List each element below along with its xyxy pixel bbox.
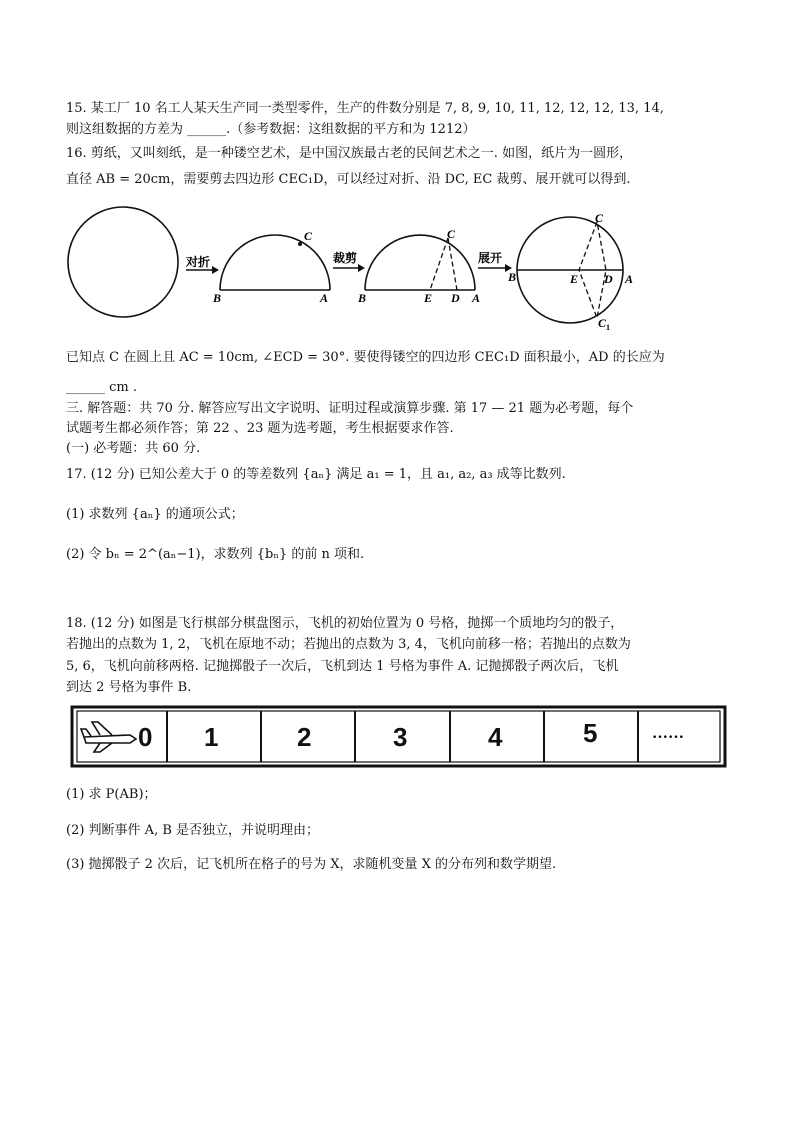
label-C-1: C [304, 229, 313, 243]
q18-part3: (3) 抛掷骰子 2 次后，记飞机所在格子的号为 X，求随机变量 X 的分布列和数学期望. [66, 857, 557, 872]
board-cell-more: ······ [652, 729, 685, 746]
label-C-2: C [447, 227, 456, 241]
label-B-1: B [213, 291, 222, 305]
label-A-2: A [472, 291, 481, 305]
label-C1-sub: 1 [606, 323, 610, 332]
unfolded-circle [507, 211, 633, 332]
step-cut-label: 裁剪 [333, 251, 358, 265]
label-E-2: E [424, 291, 433, 305]
board-cell-0: 0 [138, 722, 153, 752]
label-B-3: B [508, 270, 517, 284]
board-cell-5: 5 [583, 718, 598, 748]
q18-part2: (2) 判断事件 A, B 是否独立，并说明理由； [66, 823, 320, 838]
q17-part1: (1) 求数列 {aₙ} 的通项公式； [66, 507, 244, 522]
q17-part2: (2) 令 bₙ = 2^(aₙ−1)，求数列 {bₙ} 的前 n 项和. [66, 547, 365, 562]
q18-line3: 5, 6，飞机向前移两格. 记抛掷骰子一次后，飞机到达 1 号格为事件 A. 记抛掷骰子两次后，飞机 [66, 659, 619, 674]
board-cell-3: 3 [393, 722, 408, 752]
q18-line1: 18. (12 分) 如图是飞行棋部分棋盘图示，飞机的初始位置为 0 号格，抛掷一个质地均匀的骰子， [66, 616, 624, 631]
label-D-2: D [451, 291, 460, 305]
step-unfold-label: 展开 [478, 251, 503, 265]
airplane-icon [81, 722, 136, 752]
paper-circle [68, 207, 178, 317]
section3-line2: 试题考生都必须作答；第 22 、23 题为选考题，考生根据要求作答. [66, 421, 454, 436]
q15-line1: 15. 某工厂 10 名工人某天生产同一类型零件，生产的件数分别是 7, 8, 9, 10, 11, 12, 12, 12, 13, 14, [66, 101, 664, 116]
label-E-3: E [570, 272, 579, 286]
q18-line2: 若抛出的点数为 1, 2，飞机在原地不动；若抛出的点数为 3, 4，飞机向前移一格；若抛出的点数为 [66, 637, 631, 652]
board-cell-1: 1 [204, 722, 219, 752]
q16-line2: 直径 AB = 20cm，需要剪去四边形 CEC₁D，可以经过对折、沿 DC, EC 裁剪、展开就可以得到. [66, 172, 631, 187]
q16-line4: ______ cm . [66, 380, 138, 395]
board-cell-2: 2 [297, 722, 312, 752]
q16-line1: 16. 剪纸，又叫刻纸，是一种镂空艺术，是中国汉族最古老的民间艺术之一. 如图，纸片为一圆形， [66, 146, 633, 161]
step-fold-label: 对折 [186, 255, 211, 269]
board-cell-4: 4 [488, 722, 503, 752]
label-C-3: C [595, 211, 604, 225]
q18-part1: (1) 求 P(AB)； [66, 787, 157, 802]
label-C1-3: C [598, 316, 607, 330]
q15-line2: 则这组数据的方差为 ______.（参考数据：这组数据的平方和为 1212） [66, 122, 476, 137]
cut-semicircle [357, 227, 480, 305]
label-A-3: A [625, 272, 634, 286]
label-D-3: D [604, 272, 613, 286]
section3-line1: 三. 解答题：共 70 分. 解答应写出文字说明、证明过程或演算步骤. 第 17 — 21 题为必考题，每个 [66, 401, 634, 416]
label-A-1: A [320, 291, 329, 305]
q18-line4: 到达 2 号格为事件 B. [66, 680, 192, 695]
flight-chess-board [72, 707, 725, 766]
q16-line3: 已知点 C 在圆上且 AC = 10cm, ∠ECD = 30°. 要使得镂空的四边形 CEC₁D 面积最小，AD 的长应为 [66, 350, 665, 365]
q17-line1: 17. (12 分) 已知公差大于 0 的等差数列 {aₙ} 满足 a₁ = 1，且 a₁, a₂, a₃ 成等比数列. [66, 467, 566, 482]
folded-semicircle [212, 229, 330, 305]
label-B-2: B [358, 291, 367, 305]
section3-line3: (一) 必考题：共 60 分. [66, 441, 201, 456]
